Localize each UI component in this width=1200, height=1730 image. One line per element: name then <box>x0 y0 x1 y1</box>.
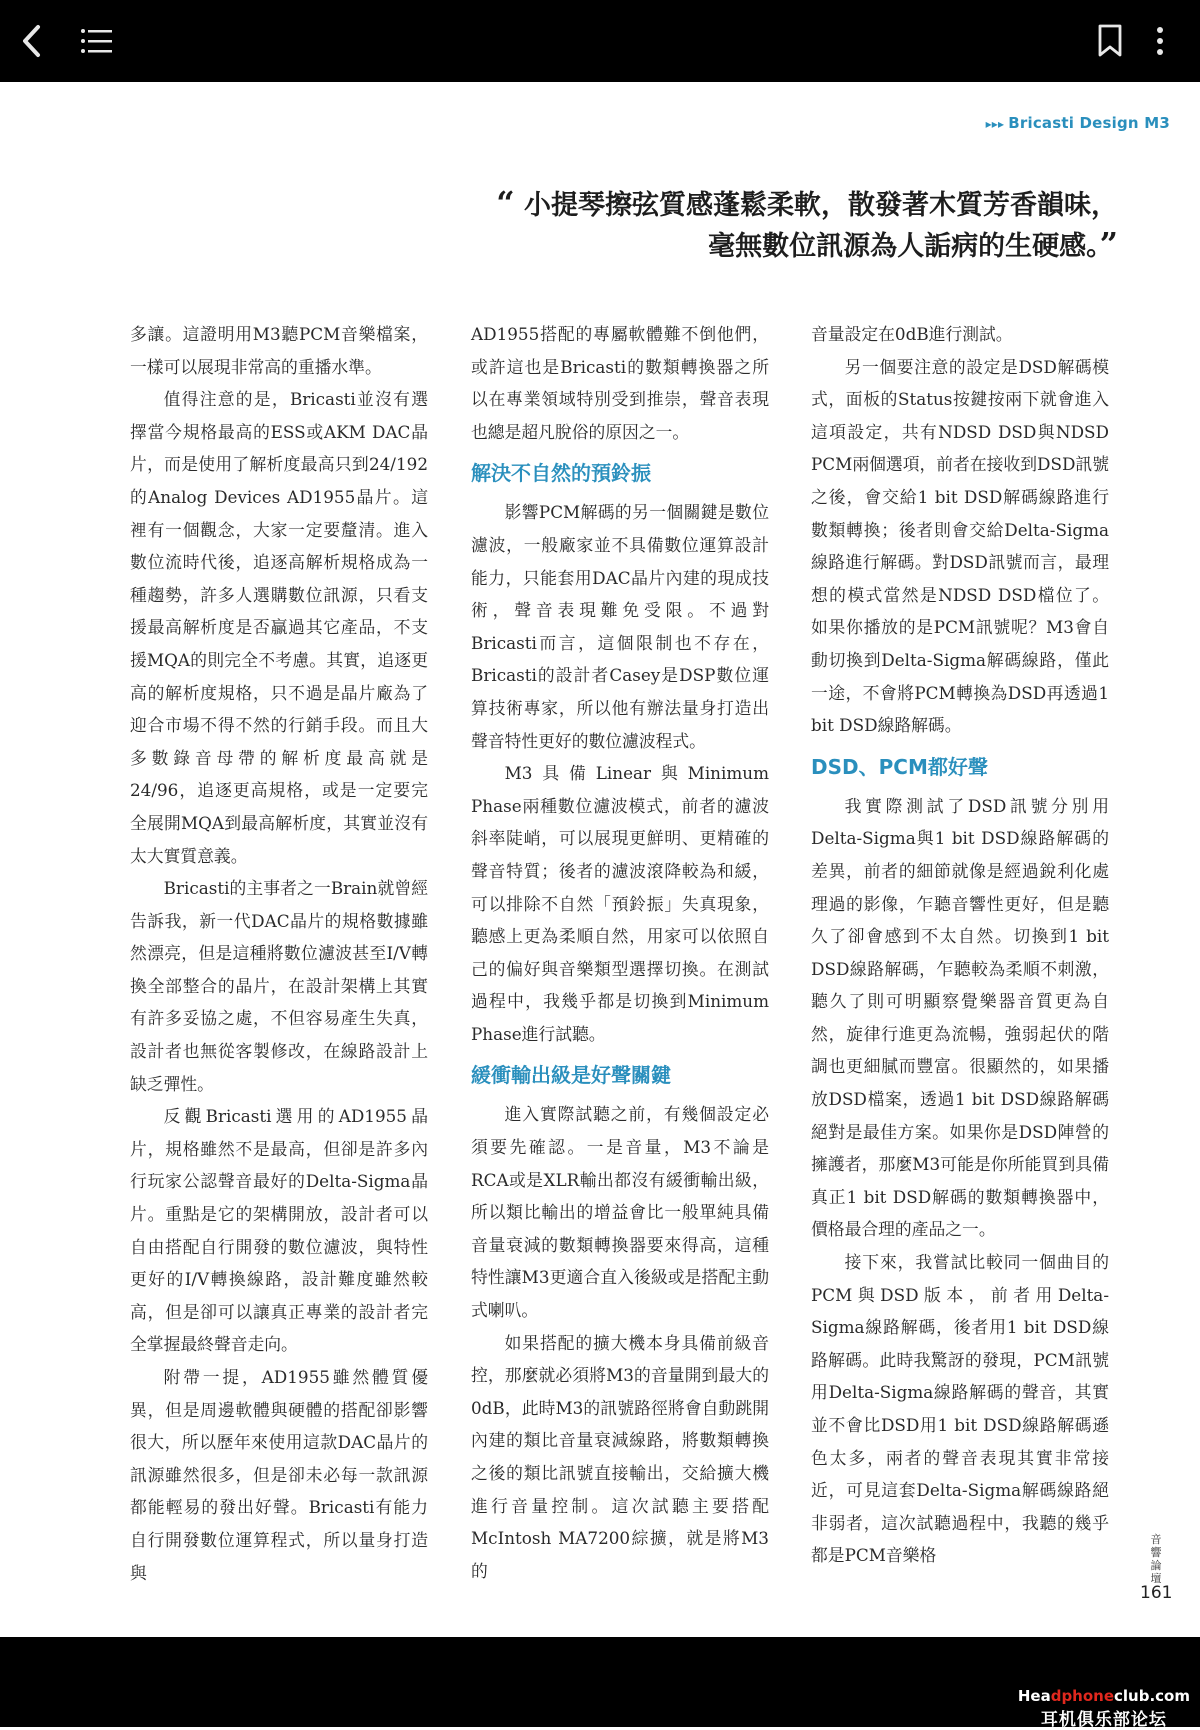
magazine-side-label: 音響論壇 <box>1150 1533 1162 1585</box>
triple-arrow-icon: ▸▸▸ <box>985 117 1005 131</box>
watermark-part-2: dphone <box>1050 1687 1115 1705</box>
paragraph: 值得注意的是，Bricasti並沒有選擇當今規格最高的ESS或AKM DAC晶片，而是使用了解析度最高只到24/192的Analog Devices AD1955晶片。這裡有一個觀念，大家一定要釐清。進入數位流時代後，追逐高解析規格成為一種趨勢，許多人選購數位訊源，只看支援最高解析度是否贏過其它產品，不支援MQA的則完全不考慮。其實，追逐更高的解析度規格，只不過是晶片廠為了迎合市場不得不然的行銷手段。而且大多數錄音母帶的解析度最高就是24/96，追逐更高規格，或是一定要完全展開MQA到最高解析度，其實並沒有太大實質意義。 <box>130 389 428 866</box>
paragraph: M3具備Linear與Minimum Phase兩種數位濾波模式，前者的濾波斜率陡峭，可以展現更鮮明、更精確的聲音特質；後者的濾波滾降較為和緩，可以排除不自然「預鈴振」失真現象，聽感上更為柔順自然，用家可以依照自己的偏好與音樂類型選擇切換。在測試過程中，我幾乎都是切換到Minimum Phase進行試聽。 <box>471 763 769 1044</box>
section-heading: 緩衝輸出級是好聲關鍵 <box>471 1063 671 1088</box>
paragraph: 接下來，我嘗試比較同一個曲目的PCM與DSD版本，前者用Delta-Sigma線路解碼，後者用1 bit DSD線路解碼。此時我驚訝的發現，PCM訊號用Delta-Sigma線路解碼的聲音，其實並不會比DSD用1 bit DSD線路解碼遜色太多，兩者的聲音表現其實非常接近，可見這套Delta-Sigma解碼線路絕非弱者，這次試聽過程中，我聽的幾乎都是PCM音樂格 <box>811 1252 1109 1566</box>
reader-toolbar <box>0 0 1200 82</box>
section-tag-label: Bricasti Design M3 <box>1008 114 1170 132</box>
quote-line-2: 毫無數位訊源為人詬病的生硬感。 <box>708 231 1100 262</box>
section-tag <box>986 114 1170 132</box>
paragraph: 我實際測試了DSD訊號分別用Delta-Sigma與1 bit DSD線路解碼的差異，前者的細節就像是經過銳利化處理過的影像，乍聽音響性更好，但是聽久了卻會感到不太自然。切換到1 bit DSD線路解碼，乍聽較為柔順不刺激，聽久了則可明顯察覺樂器音質更為自然，旋律行進更為流暢，強弱起伏的階調也更細膩而豐富。很顯然的，如果播放DSD檔案，透過1 bit DSD線路解碼絕對是最佳方案。如果你是DSD陣營的擁護者，那麼M3可能是你所能買到具備真正1 bit DSD解碼的數類轉換器中，價格最合理的產品之一。 <box>811 795 1109 1240</box>
bookmark-icon[interactable] <box>1087 18 1133 64</box>
paragraph: AD1955搭配的專屬軟體難不倒他們，或許這也是Bricasti的數類轉換器之所以在專業領域特別受到推崇，聲音表現也總是超凡脫俗的原因之一。 <box>471 324 769 442</box>
paragraph: 反觀Bricasti選用的AD1955晶片，規格雖然不是最高，但卻是許多內行玩家公認聲音最好的Delta-Sigma晶片。重點是它的架構開放，設計者可以自由搭配自行開發的數位濾波，與特性更好的I/V轉換線路，設計難度雖然較高，但是卻可以讓真正專業的設計者完全掌握最終聲音走向。 <box>130 1106 428 1355</box>
pull-quote <box>398 184 1118 266</box>
paragraph: Bricasti的主事者之一Brain就曾經告訴我，新一代DAC晶片的規格數據雖然漂亮，但是這種將數位濾波甚至I/V轉換全部整合的晶片，在設計架構上其實有許多妥協之處，不但容易產生失真，設計者也無從客製修改，在線路設計上缺乏彈性。 <box>130 878 428 1094</box>
watermark-part-1: Hea <box>1017 1687 1051 1705</box>
watermark-line-2: 耳机俱乐部论坛 <box>1040 1710 1167 1730</box>
paragraph: 進入實際試聽之前，有幾個設定必須要先確認。一是音量，M3不論是RCA或是XLR輸出都沒有緩衝輸出級，所以類比輸出的增益會比一般單純具備音量衰減的數類轉換器要來得高，這種特性讓M3更適合直入後級或是搭配主動式喇叭。 <box>471 1104 769 1321</box>
article-column-2 <box>471 318 769 1587</box>
paragraph: 另一個要注意的設定是DSD解碼模式，面板的Status按鍵按兩下就會進入這項設定，共有NDSD DSD與NDSD PCM兩個選項，前者在接收到DSD訊號之後，會交給1 bit DSD解碼線路進行數類轉換；後者則會交給Delta-Sigma線路進行解碼。對DSD訊號而言，最理想的模式當然是NDSD DSD檔位了。如果你播放的是PCM訊號呢？M3會自動切換到Delta-Sigma解碼線路，僅此一途，不會將PCM轉換為DSD再透過1 bit DSD線路解碼。 <box>811 356 1109 736</box>
article-column-1 <box>130 318 428 1589</box>
watermark-part-3: club.com <box>1114 1687 1190 1705</box>
paragraph: 附帶一提，AD1955雖然體質優異，但是周邊軟體與硬體的搭配卻影響很大，所以歷年來使用這款DAC晶片的訊源雖然很多，但是卻未必每一款訊源都能輕易的發出好聲。Bricasti有能力自行開發數位運算程式，所以量身打造與 <box>130 1367 428 1583</box>
back-arrow-icon[interactable] <box>10 18 56 64</box>
quote-open-mark: “ <box>496 184 515 222</box>
paragraph: 多讓。這證明用M3聽PCM音樂檔案，一樣可以展現非常高的重播水準。 <box>130 324 428 377</box>
section-heading: DSD、PCM都好聲 <box>811 754 988 779</box>
article-column-3 <box>811 318 1109 1572</box>
section-heading: 解決不自然的預鈴振 <box>471 461 651 486</box>
page-number: 161 <box>1140 1583 1173 1603</box>
quote-line-1: 小提琴擦弦質感蓬鬆柔軟，散發著木質芳香韻味， <box>524 190 1118 221</box>
paragraph: 如果搭配的擴大機本身具備前級音控，那麼就必須將M3的音量開到最大的0dB，此時M3的訊號路徑將會自動跳開內建的類比音量衰減線路，將數類轉換之後的類比訊號直接輸出，交給擴大機進行音量控制。這次試聽主要搭配McIntosh MA7200綜擴，就是將M3的 <box>471 1332 769 1581</box>
quote-close-mark: ” <box>1099 225 1118 263</box>
list-menu-icon[interactable] <box>74 18 120 64</box>
site-watermark <box>1018 1687 1190 1730</box>
paragraph: 影響PCM解碼的另一個關鍵是數位濾波，一般廠家並不具備數位運算設計能力，只能套用DAC晶片內建的現成技術，聲音表現難免受限。不過對Bricasti而言，這個限制也不存在，Bricasti的設計者Casey是DSP數位運算技術專家，所以他有辦法量身打造出聲音特性更好的數位濾波程式。 <box>471 502 769 751</box>
paragraph: 音量設定在0dB進行測試。 <box>811 324 1013 344</box>
more-vertical-icon[interactable] <box>1137 18 1183 64</box>
